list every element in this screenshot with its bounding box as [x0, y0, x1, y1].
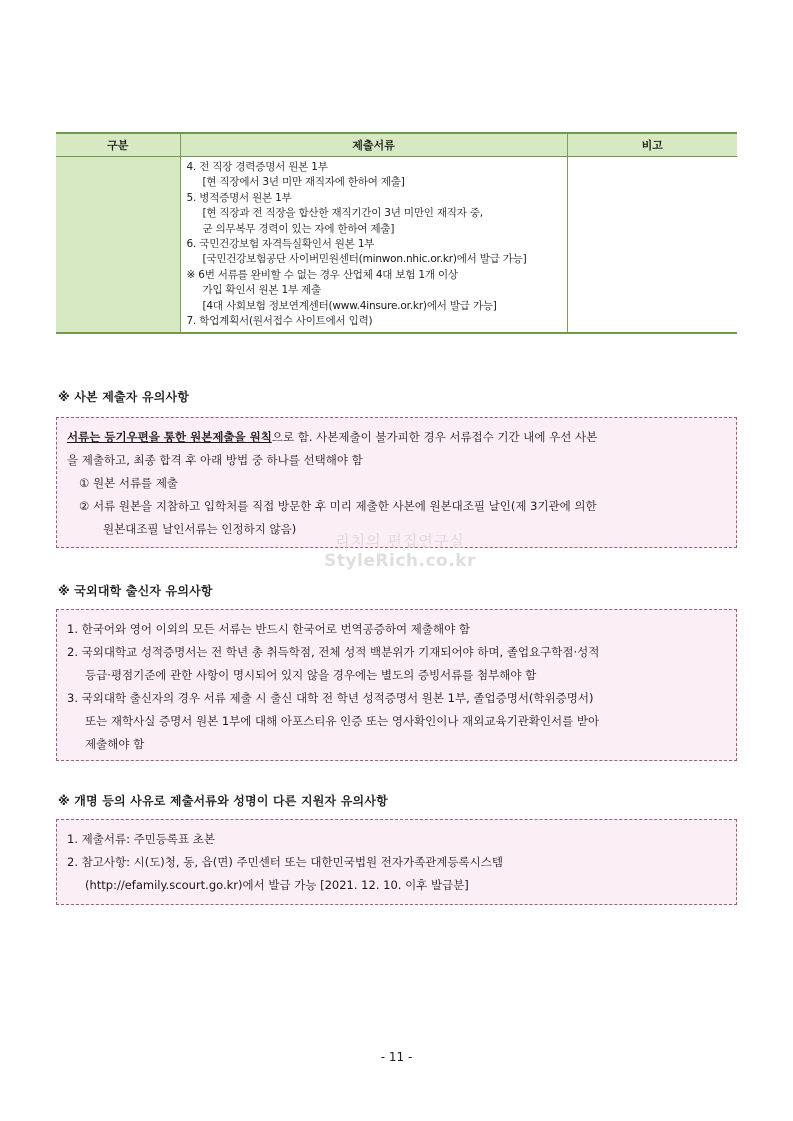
doc-line: [국민건강보험공단 사이버민원센터(minwon.nhic.or.kr)에서 발급 가능] [202, 253, 527, 266]
doc-line: 7. 학업계획서(원서접수 사이트에서 입력) [186, 315, 373, 328]
notice-lead-line2: 을 제출하고, 최종 합격 후 아래 방법 중 하나를 선택해야 함 [67, 453, 363, 467]
doc-line: 5. 병적증명서 원본 1부 [186, 191, 292, 204]
watermark-url: StyleRich.co.kr [324, 551, 476, 571]
foreign-item-3-cont2: 제출해야 함 [85, 737, 145, 751]
notice-box-foreign-graduates [56, 609, 737, 761]
doc-line: [현 직장과 전 직장을 합산한 재직기간이 3년 미만인 재직자 중, [202, 207, 483, 220]
doc-line: 4. 전 직장 경력증명서 원본 1부 [186, 161, 328, 173]
option-visit-stamp: ② 서류 원본을 지참하고 입학처를 직접 방문한 후 미리 제출한 사본에 원본대조필 날인(제 3기관에 의한 [79, 499, 597, 513]
remarks-cell [567, 157, 737, 334]
doc-line: [현 직장에서 3년 미만 재직자에 한하여 제출] [202, 176, 405, 189]
doc-line: 가입 확인서 원본 1부 제출 [202, 284, 321, 297]
notice-lead-emphasis: 서류는 등기우편을 통한 원본제출을 원칙 [67, 430, 272, 444]
documents-cell [180, 157, 567, 334]
foreign-item-1: 1. 한국어와 영어 이외의 모든 서류는 반드시 한국어로 번역공증하여 제출해야 함 [67, 622, 471, 636]
option-visit-stamp-cont: 원본대조필 날인서류는 인정하지 않음) [103, 522, 297, 536]
watermark-korean: 리치의 편집연구실 [335, 532, 465, 550]
section-title-copy-submission: ※ 사본 제출자 유의사항 [58, 390, 190, 404]
name-change-item-1: 1. 제출서류: 주민등록표 초본 [67, 832, 216, 846]
section-title-foreign-graduates: ※ 국외대학 출신자 유의사항 [58, 584, 213, 598]
page-number: - 11 - [380, 1050, 413, 1064]
category-cell [56, 157, 180, 334]
doc-line: ※ 6번 서류를 완비할 수 없는 경우 산업체 4대 보험 1개 이상 [186, 268, 458, 281]
doc-line: [4대 사회보험 정보연계센터(www.4insure.or.kr)에서 발급 가능] [202, 299, 497, 312]
foreign-item-3-cont: 또는 재학사실 증명서 원본 1부에 대해 아포스티유 인증 또는 영사확인이나 재외교육기관확인서를 받아 [85, 714, 600, 728]
option-original-submission: ① 원본 서류를 제출 [79, 476, 179, 490]
name-change-item-2-cont: (http://efamily.scourt.go.kr)에서 발급 가능 [2021. 12. 10. 이후 발급분] [85, 878, 469, 892]
foreign-item-2: 2. 국외대학교 성적증명서는 전 학년 총 취득학점, 전체 성적 백분위가 기재되어야 하며, 졸업요구학점·성적 [67, 645, 600, 659]
notice-box-copy-submission [56, 417, 737, 548]
name-change-item-2: 2. 참고사항: 시(도)청, 동, 읍(면) 주민센터 또는 대한민국법원 전자가족관계등록시스템 [67, 855, 503, 869]
header-remarks: 비고 [567, 133, 737, 157]
notice-box-name-change [56, 819, 737, 905]
notice-lead [67, 426, 726, 449]
required-documents-table [56, 132, 737, 334]
table-header-row [56, 133, 737, 157]
section-title-name-change: ※ 개명 등의 사유로 제출서류와 성명이 다른 지원자 유의사항 [58, 794, 388, 808]
doc-line: 군 의무복무 경력이 있는 자에 한하여 제출] [202, 222, 395, 235]
header-documents: 제출서류 [180, 133, 567, 157]
foreign-item-2-cont: 등급·평점기준에 관한 사항이 명시되어 있지 않을 경우에는 별도의 증빙서류를 첨부해야 함 [85, 668, 537, 682]
foreign-item-3: 3. 국외대학 출신자의 경우 서류 제출 시 출신 대학 전 학년 성적증명서 원본 1부, 졸업증명서(학위증명서) [67, 691, 594, 705]
doc-line: 6. 국민건강보험 자격득실확인서 원본 1부 [186, 238, 375, 251]
table-row [56, 157, 737, 334]
header-category: 구분 [56, 133, 180, 157]
notice-lead-rest: 으로 함. 사본제출이 불가피한 경우 서류접수 기간 내에 우선 사본 [271, 430, 598, 444]
